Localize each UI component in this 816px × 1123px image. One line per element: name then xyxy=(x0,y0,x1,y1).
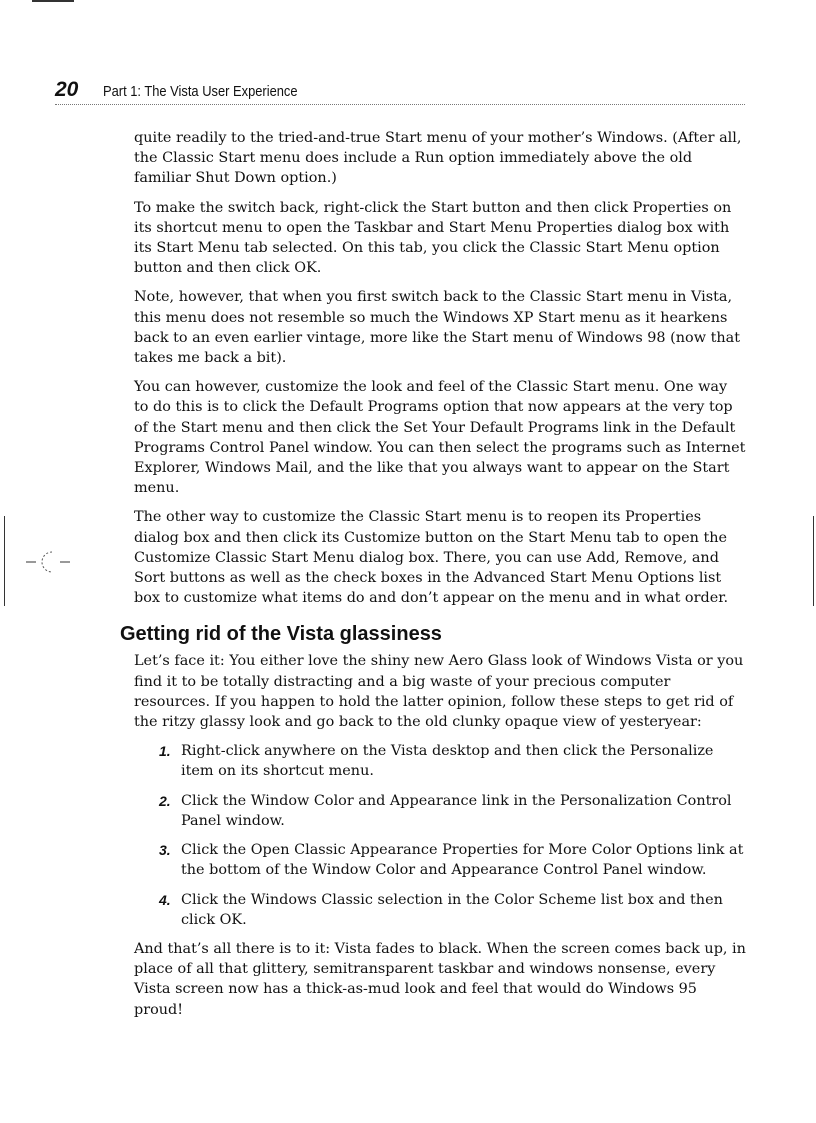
paragraph: quite readily to the tried-and-true Start menu of your mother’s Windows. (After all, the Classic Start menu does include a Run option immediately above the old familiar Shut Down option.) xyxy=(134,130,742,187)
margin-line-left xyxy=(4,516,5,606)
registration-mark xyxy=(26,548,72,576)
step-number: 1. xyxy=(159,743,171,760)
body-text xyxy=(120,128,746,1029)
paragraph: You can however, customize the look and feel of the Classic Start menu. One way to do this is to click the Default Programs option that now appears at the very top of the Start menu and then click the Set Your Default Programs link in the Default Programs Control Panel window. You can then select the programs such as Internet Explorer, Windows Mail, and the like that you always want to appear on the Start menu. xyxy=(134,379,746,497)
step-text: Click the Windows Classic selection in the Color Scheme list box and then click OK. xyxy=(181,891,723,928)
step-item xyxy=(134,791,746,831)
paragraph: Note, however, that when you first switch back to the Classic Start menu in Vista, this menu does not resemble so much the Windows XP Start menu as it hearkens back to an even earlier vintage, more like the Start menu of Windows 98 (now that takes me back a bit). xyxy=(134,289,741,367)
step-text: Click the Window Color and Appearance link in the Personalization Control Panel window. xyxy=(181,792,732,829)
closing-paragraph: And that’s all there is to it: Vista fades to black. When the screen comes back up, in place of all that glittery, semitransparent taskbar and windows nonsense, every Vista screen now has a thick-as-mud look and feel that would do Windows 95 proud! xyxy=(134,940,746,1018)
top-rule xyxy=(32,0,74,2)
step-number: 3. xyxy=(159,842,171,859)
step-text: Right-click anywhere on the Vista desktop and then click the Personalize item on its shortcut menu. xyxy=(181,743,714,780)
step-item xyxy=(134,890,746,930)
step-number: 2. xyxy=(159,792,171,809)
paragraph: The other way to customize the Classic Start menu is to reopen its Properties dialog box and then click its Customize button on the Start Menu tab to open the Customize Classic Start Menu dialog box. There, you can use Add, Remove, and Sort buttons as well as the check boxes in the Advanced Start Menu Options list box to customize what items do and don’t appear on the menu and in what order. xyxy=(134,509,729,607)
margin-line-right xyxy=(813,516,814,606)
step-item xyxy=(134,840,746,880)
step-item xyxy=(134,741,746,781)
part-title: Part 1: The Vista User Experience xyxy=(103,83,298,100)
step-text: Click the Open Classic Appearance Properties for More Color Options link at the bottom of the Window Color and Appearance Control Panel window. xyxy=(181,842,744,879)
section-intro: Let’s face it: You either love the shiny new Aero Glass look of Windows Vista or you find it to be totally distracting and a big waste of your precious computer resources. If you happen to hold the latter opinion, follow these steps to get rid of the ritzy glassy look and go back to the old clunky opaque view of yesteryear: xyxy=(134,653,744,731)
running-head xyxy=(55,78,745,105)
paragraph: To make the switch back, right-click the Start button and then click Properties on its shortcut menu to open the Taskbar and Start Menu Properties dialog box with its Start Menu tab selected. On this tab, you click the Classic Start Menu option button and then click OK. xyxy=(134,199,732,277)
steps-list xyxy=(134,741,746,930)
page-number: 20 xyxy=(55,78,79,101)
step-number: 4. xyxy=(159,891,171,908)
section-heading: Getting rid of the Vista glassiness xyxy=(120,623,442,646)
